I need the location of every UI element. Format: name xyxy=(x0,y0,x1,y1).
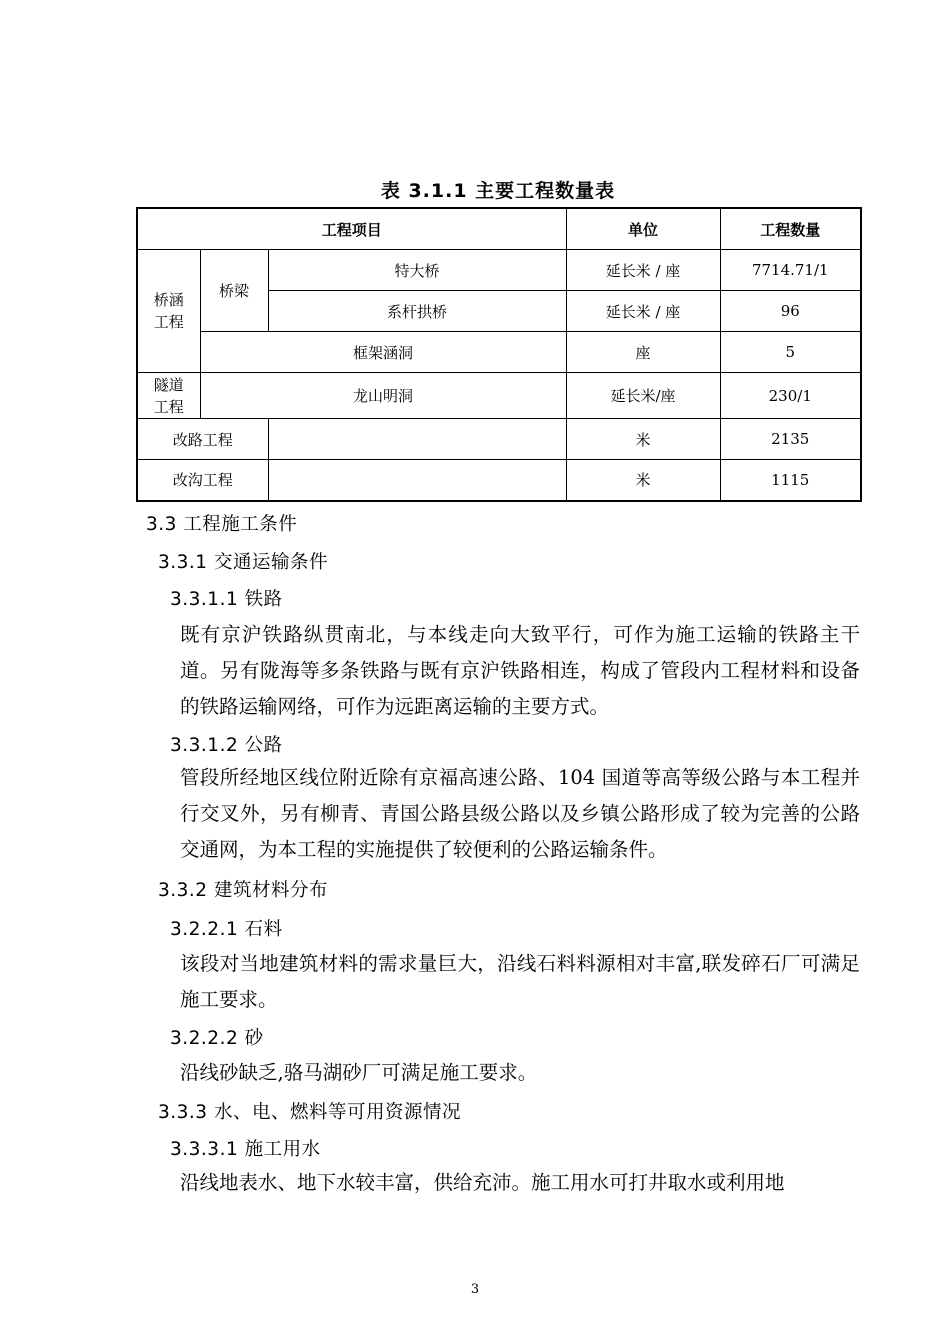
heading-3-3-1-2: 3.3.1.2 公路 xyxy=(170,735,283,756)
cell-item: 改沟工程 xyxy=(137,460,268,501)
quantity-table xyxy=(136,207,862,502)
cell-unit: 米 xyxy=(566,419,720,460)
cell-item: 系杆拱桥 xyxy=(268,291,566,332)
cell-item: 框架涵洞 xyxy=(200,332,566,373)
group-tunnel: 隧道工程 xyxy=(137,373,200,419)
header-unit: 单位 xyxy=(566,208,720,250)
cell-qty: 1115 xyxy=(720,460,861,501)
cell-empty xyxy=(268,460,566,501)
table-title: 表 3.1.1 主要工程数量表 xyxy=(380,180,616,202)
cell-qty: 230/1 xyxy=(720,373,861,419)
cell-unit: 延长米 / 座 xyxy=(566,250,720,291)
cell-qty: 96 xyxy=(720,291,861,332)
group-bridge-culvert: 桥涵工程 xyxy=(137,250,200,373)
paragraph-water: 沿线地表水、地下水较丰富，供给充沛。施工用水可打井取水或利用地 xyxy=(180,1171,785,1194)
cell-unit: 米 xyxy=(566,460,720,501)
paragraph-railway: 既有京沪铁路纵贯南北，与本线走向大致平行，可作为施工运输的铁路主干道。另有陇海等多条铁路与既有京沪铁路相连，构成了管段内工程材料和设备的铁路运输网络，可作为远距离运输的主要方式。 xyxy=(180,623,860,718)
cell-unit: 座 xyxy=(566,332,720,373)
cell-item: 龙山明洞 xyxy=(200,373,566,419)
heading-3-2-2-1: 3.2.2.1 石料 xyxy=(170,919,283,940)
heading-3-3-3: 3.3.3 水、电、燃料等可用资源情况 xyxy=(158,1102,461,1123)
cell-empty xyxy=(268,419,566,460)
cell-qty: 5 xyxy=(720,332,861,373)
paragraph-highway: 管段所经地区线位附近除有京福高速公路、104 国道等高等级公路与本工程并行交叉外，另有柳青、青国公路县级公路以及乡镇公路形成了较为完善的公路交通网，为本工程的实施提供了较便利的公路运输条件。 xyxy=(180,766,860,861)
table-row xyxy=(137,419,861,460)
cell-item: 特大桥 xyxy=(268,250,566,291)
cell-unit: 延长米/座 xyxy=(566,373,720,419)
cell-qty: 2135 xyxy=(720,419,861,460)
paragraph-sand: 沿线砂缺乏,骆马湖砂厂可满足施工要求。 xyxy=(180,1061,538,1084)
group-bridge: 桥梁 xyxy=(200,250,268,332)
heading-3-3: 3.3 工程施工条件 xyxy=(146,514,298,535)
heading-3-2-2-2: 3.2.2.2 砂 xyxy=(170,1028,264,1049)
heading-3-3-1-1: 3.3.1.1 铁路 xyxy=(170,589,283,610)
header-quantity: 工程数量 xyxy=(720,208,861,250)
cell-unit: 延长米 / 座 xyxy=(566,291,720,332)
header-project: 工程项目 xyxy=(137,208,566,250)
paragraph-stone: 该段对当地建筑材料的需求量巨大，沿线石料料源相对丰富,联发碎石厂可满足施工要求。 xyxy=(180,952,860,1011)
heading-3-3-2: 3.3.2 建筑材料分布 xyxy=(158,880,328,901)
table-row xyxy=(137,332,861,373)
cell-item: 改路工程 xyxy=(137,419,268,460)
cell-qty: 7714.71/1 xyxy=(720,250,861,291)
page-number: 3 xyxy=(470,1282,480,1297)
heading-3-3-1: 3.3.1 交通运输条件 xyxy=(158,552,328,573)
table-row xyxy=(137,250,861,291)
table-row xyxy=(137,373,861,419)
table-row xyxy=(137,460,861,501)
heading-3-3-3-1: 3.3.3.1 施工用水 xyxy=(170,1139,321,1160)
